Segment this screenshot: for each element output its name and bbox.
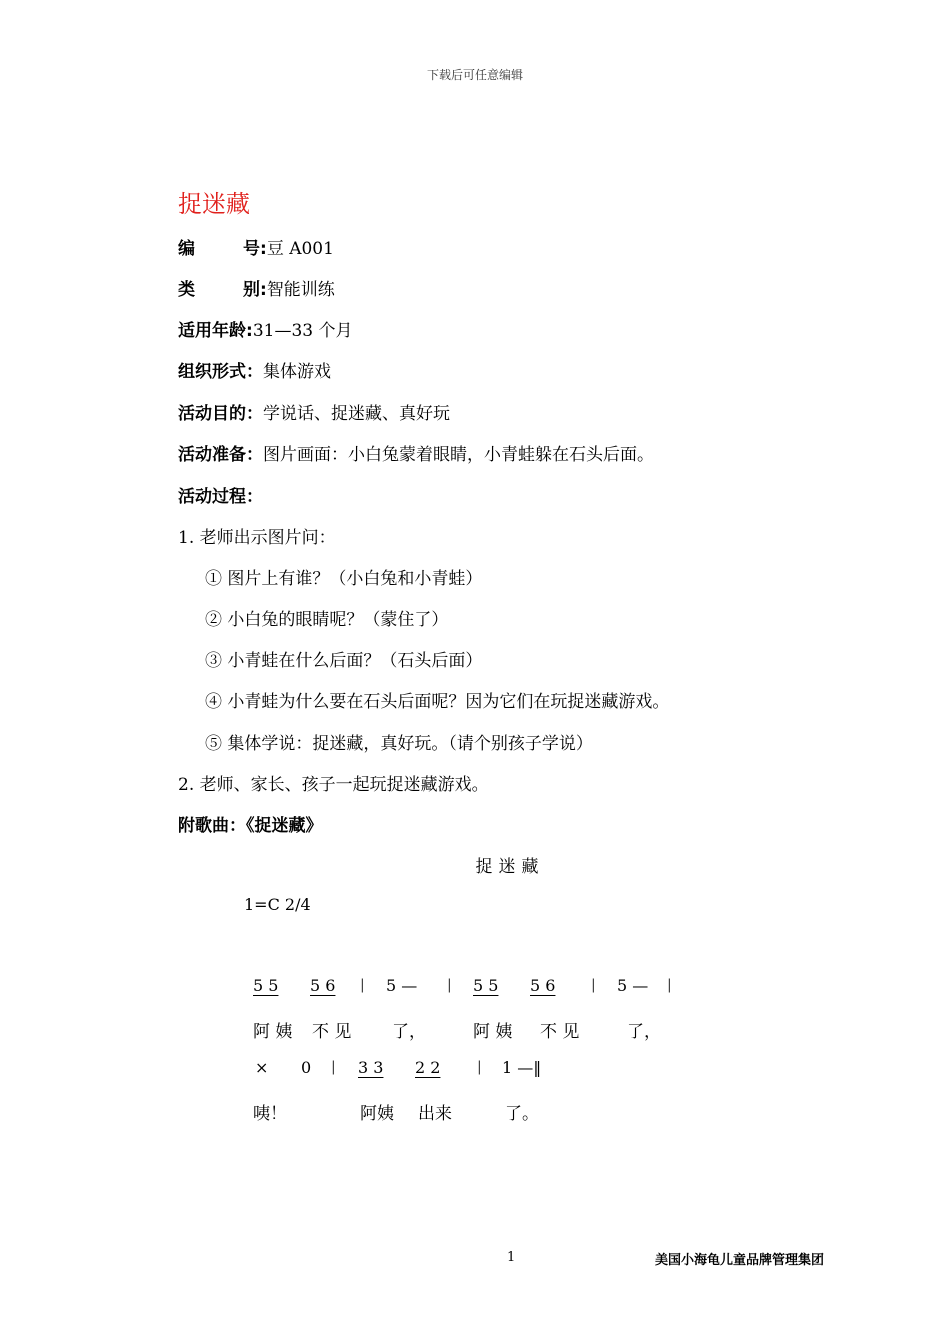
bar-line: |	[591, 977, 596, 993]
note-group: 3 3	[358, 1058, 384, 1077]
lyric: 阿姨	[360, 1104, 394, 1124]
note-group: 5 5	[473, 976, 499, 995]
bar-line: |	[360, 977, 365, 993]
song-title: 捉迷藏	[475, 857, 545, 877]
field-purpose: 活动目的：学说话、捉迷藏、真好玩	[178, 404, 450, 424]
field-preparation-value: 图片画面：小白兔蒙着眼睛，小青蛙躲在石头后面。	[263, 445, 654, 465]
question-3: ③ 小青蛙在什么后面？（石头后面）	[205, 651, 483, 671]
process-step-2: 2. 老师、家长、孩子一起玩捉迷藏游戏。	[178, 775, 489, 795]
lyric: 了，	[627, 1022, 661, 1042]
field-format-label: 组织形式	[178, 362, 246, 382]
lyric: 咦！	[253, 1104, 287, 1124]
field-process-label: 活动过程	[178, 487, 246, 507]
note-group: 5 6	[310, 976, 336, 995]
field-code-value: 豆 A001	[266, 239, 334, 259]
note-group: 2 2	[415, 1058, 441, 1077]
song-label: 附歌曲：《捉迷藏》	[178, 816, 323, 836]
lyric: 不 见	[540, 1022, 580, 1042]
lyric: 阿 姨	[473, 1022, 513, 1042]
footer-organization: 美国小海龟儿童品牌管理集团	[655, 1253, 825, 1268]
bar-line: |	[447, 977, 452, 993]
field-code: 编 号 :豆 A001	[178, 234, 334, 259]
note-group: 5 —	[617, 976, 649, 995]
bar-line: |	[477, 1059, 482, 1075]
lyric: 了。	[505, 1104, 539, 1124]
field-format: 组织形式：集体游戏	[178, 362, 331, 382]
note-group: 5 —	[386, 976, 418, 995]
lyric: 出来	[418, 1104, 452, 1124]
field-age: 适用年龄:31—33 个月	[178, 321, 353, 341]
field-category-label: 类 别	[178, 280, 260, 300]
lyric: 不 见	[312, 1022, 352, 1042]
field-purpose-value: 学说话、捉迷藏、真好玩	[263, 404, 450, 424]
note-group: 1 —‖	[502, 1058, 542, 1077]
header-note: 下载后可任意编辑	[426, 68, 523, 82]
note-group: 0	[301, 1058, 312, 1077]
note-group: 5 6	[530, 976, 556, 995]
page-number: 1	[507, 1250, 516, 1265]
field-preparation: 活动准备：图片画面：小白兔蒙着眼睛，小青蛙躲在石头后面。	[178, 445, 654, 465]
field-category-value: 智能训练	[266, 280, 335, 300]
field-format-value: 集体游戏	[263, 362, 331, 382]
field-preparation-label: 活动准备	[178, 445, 246, 465]
field-purpose-label: 活动目的	[178, 404, 246, 424]
question-1: ① 图片上有谁？（小白兔和小青蛙）	[205, 569, 483, 589]
field-code-label: 编 号	[178, 239, 260, 259]
field-age-value: 31—33 个月	[252, 321, 353, 341]
note-group: ×	[255, 1058, 269, 1077]
lyric: 阿 姨	[253, 1022, 293, 1042]
bar-line: |	[667, 977, 672, 993]
question-4: ④ 小青蛙为什么要在石头后面呢？因为它们在玩捉迷藏游戏。	[205, 692, 670, 712]
song-key: 1=C 2/4	[244, 895, 311, 914]
field-category: 类 别 :智能训练	[178, 275, 335, 300]
lyric: 了，	[392, 1022, 426, 1042]
bar-line: |	[331, 1059, 336, 1075]
question-5: ⑤ 集体学说：捉迷藏，真好玩。（请个别孩子学说）	[205, 734, 593, 754]
document-title: 捉迷藏	[178, 190, 250, 218]
question-2: ② 小白兔的眼睛呢？（蒙住了）	[205, 610, 449, 630]
field-process: 活动过程：	[178, 487, 263, 507]
process-step-1: 1. 老师出示图片问：	[178, 528, 336, 548]
note-group: 5 5	[253, 976, 279, 995]
field-age-label: 适用年龄	[178, 321, 246, 341]
